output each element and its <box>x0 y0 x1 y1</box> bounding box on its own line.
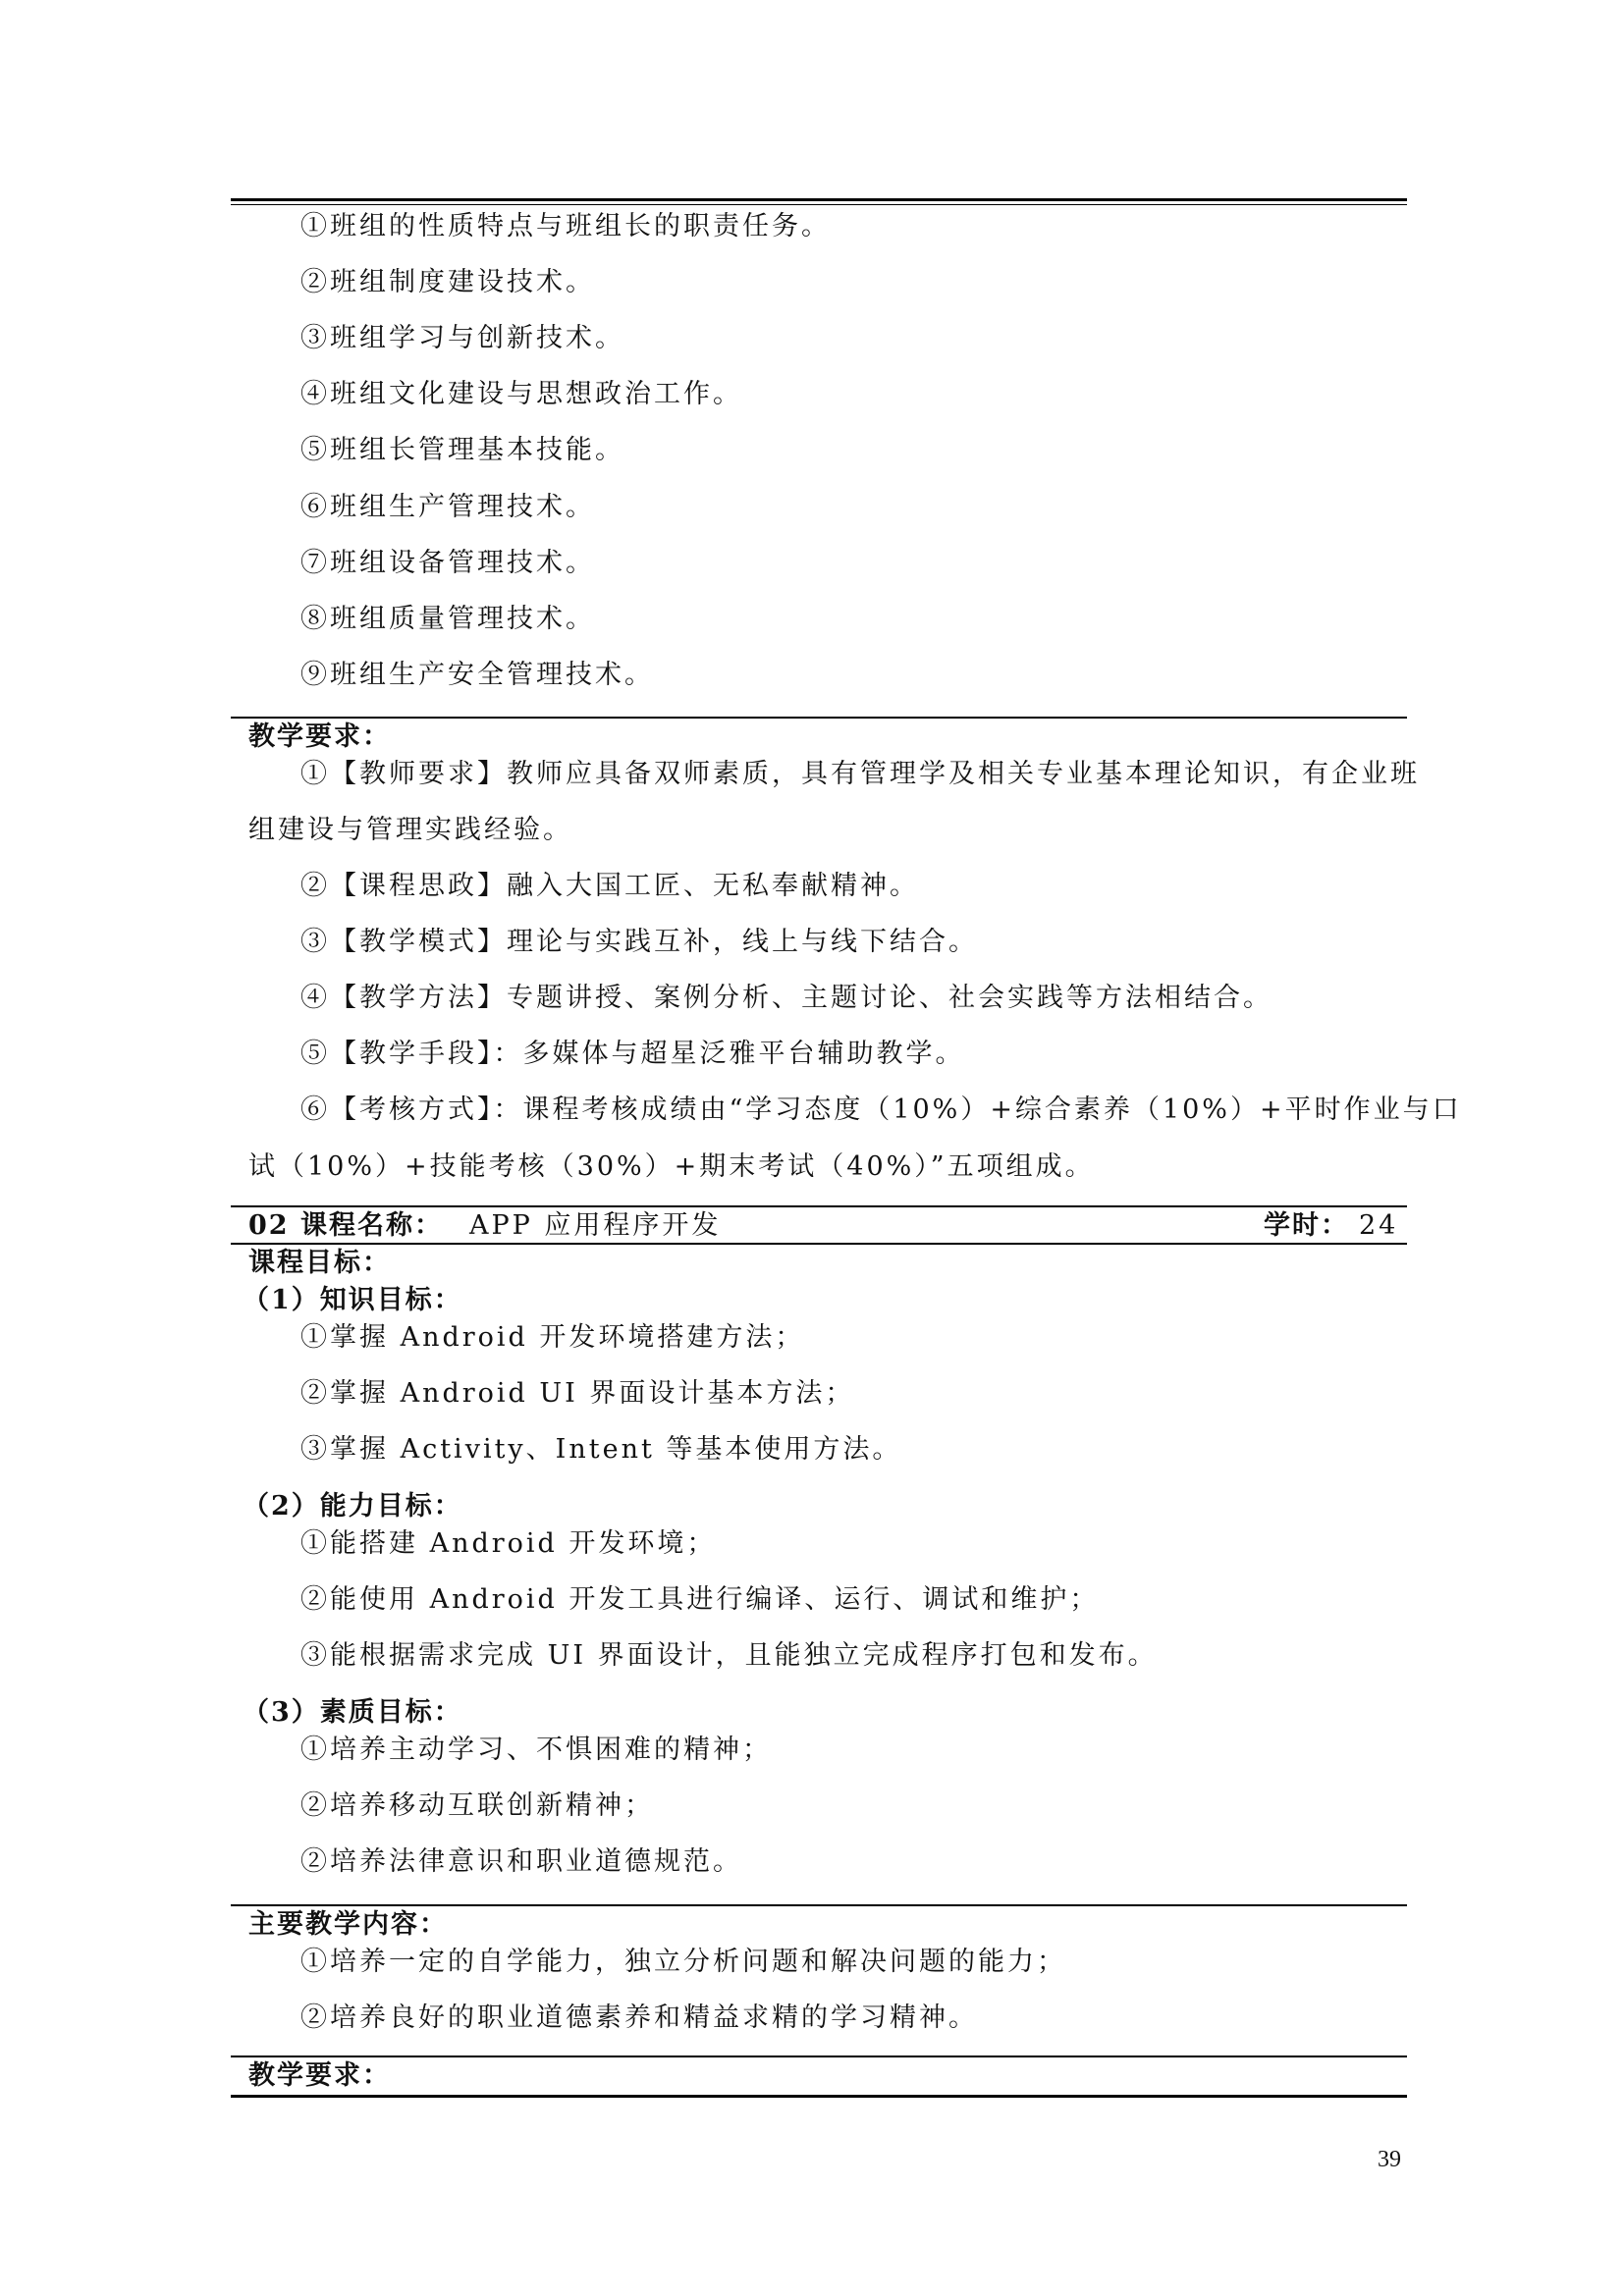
table-bottom-rule <box>231 2095 1407 2098</box>
knowledge-goals-heading: （1）知识目标： <box>243 1285 462 1315</box>
requirement-line: ②【课程思政】融入大国工匠、无私奉献精神。 <box>300 871 919 901</box>
quality-goals-heading: （3）素质目标： <box>243 1697 462 1728</box>
main-content-heading: 主要教学内容： <box>248 1909 448 1940</box>
goal-item: ①培养主动学习、不惧困难的精神； <box>300 1735 772 1765</box>
requirement-line: 组建设与管理实践经验。 <box>248 815 572 845</box>
content-item: ⑧班组质量管理技术。 <box>300 604 595 634</box>
section-rule <box>231 1904 1407 1906</box>
section-rule <box>231 1205 1407 1207</box>
course-name-label: 02 课程名称： <box>248 1210 443 1241</box>
content-item: ①培养一定的自学能力，独立分析问题和解决问题的能力； <box>300 1947 1066 1977</box>
course-hours-value: 24 <box>1359 1210 1399 1241</box>
content-item: ①班组的性质特点与班组长的职责任务。 <box>300 211 831 241</box>
requirement-line: ①【教师要求】教师应具备双师素质，具有管理学及相关专业基本理论知识，有企业班 <box>300 759 1420 789</box>
goal-item: ②能使用 Android 开发工具进行编译、运行、调试和维护； <box>300 1584 1100 1615</box>
goal-item: ①能搭建 Android 开发环境； <box>300 1528 717 1559</box>
section-rule <box>231 2056 1407 2057</box>
course-goals-heading: 课程目标： <box>248 1248 391 1278</box>
goal-item: ③掌握 Activity、Intent 等基本使用方法。 <box>300 1434 902 1465</box>
requirement-line: ⑤【教学手段】：多媒体与超星泛雅平台辅助教学。 <box>300 1039 965 1069</box>
goal-item: ②培养移动互联创新精神； <box>300 1790 654 1821</box>
content-item: ③班组学习与创新技术。 <box>300 323 624 353</box>
content-item: ⑤班组长管理基本技能。 <box>300 435 624 465</box>
teaching-requirements-heading: 教学要求： <box>248 721 391 752</box>
section-rule <box>231 1243 1407 1245</box>
teaching-requirements-heading: 教学要求： <box>248 2060 391 2091</box>
goal-item: ①掌握 Android 开发环境搭建方法； <box>300 1322 805 1353</box>
requirement-line: ③【教学模式】理论与实践互补，线上与线下结合。 <box>300 927 978 957</box>
goal-item: ②培养法律意识和职业道德规范。 <box>300 1846 742 1877</box>
content-item: ②培养良好的职业道德素养和精益求精的学习精神。 <box>300 2002 978 2033</box>
page-number: 39 <box>1378 2147 1401 2172</box>
course-hours-label: 学时： <box>1264 1210 1349 1241</box>
content-item: ⑥班组生产管理技术。 <box>300 492 595 522</box>
requirement-line: 试（10%）+技能考核（30%）+期末考试（40%）”五项组成。 <box>248 1151 1095 1182</box>
content-item: ②班组制度建设技术。 <box>300 267 595 297</box>
table-top-rule-thick <box>231 198 1407 201</box>
content-item: ④班组文化建设与思想政治工作。 <box>300 379 742 409</box>
requirement-line: ④【教学方法】专题讲授、案例分析、主题讨论、社会实践等方法相结合。 <box>300 983 1272 1013</box>
section-rule <box>231 717 1407 719</box>
goal-item: ③能根据需求完成 UI 界面设计，且能独立完成程序打包和发布。 <box>300 1640 1158 1671</box>
content-item: ⑦班组设备管理技术。 <box>300 548 595 578</box>
table-top-rule-thin <box>231 204 1407 205</box>
course-name-value: APP 应用程序开发 <box>469 1210 722 1241</box>
ability-goals-heading: （2）能力目标： <box>243 1491 462 1522</box>
requirement-line: ⑥【考核方式】：课程考核成绩由“学习态度（10%）+综合素养（10%）+平时作业与口 <box>300 1095 1462 1125</box>
content-item: ⑨班组生产安全管理技术。 <box>300 660 654 690</box>
goal-item: ②掌握 Android UI 界面设计基本方法； <box>300 1378 855 1409</box>
